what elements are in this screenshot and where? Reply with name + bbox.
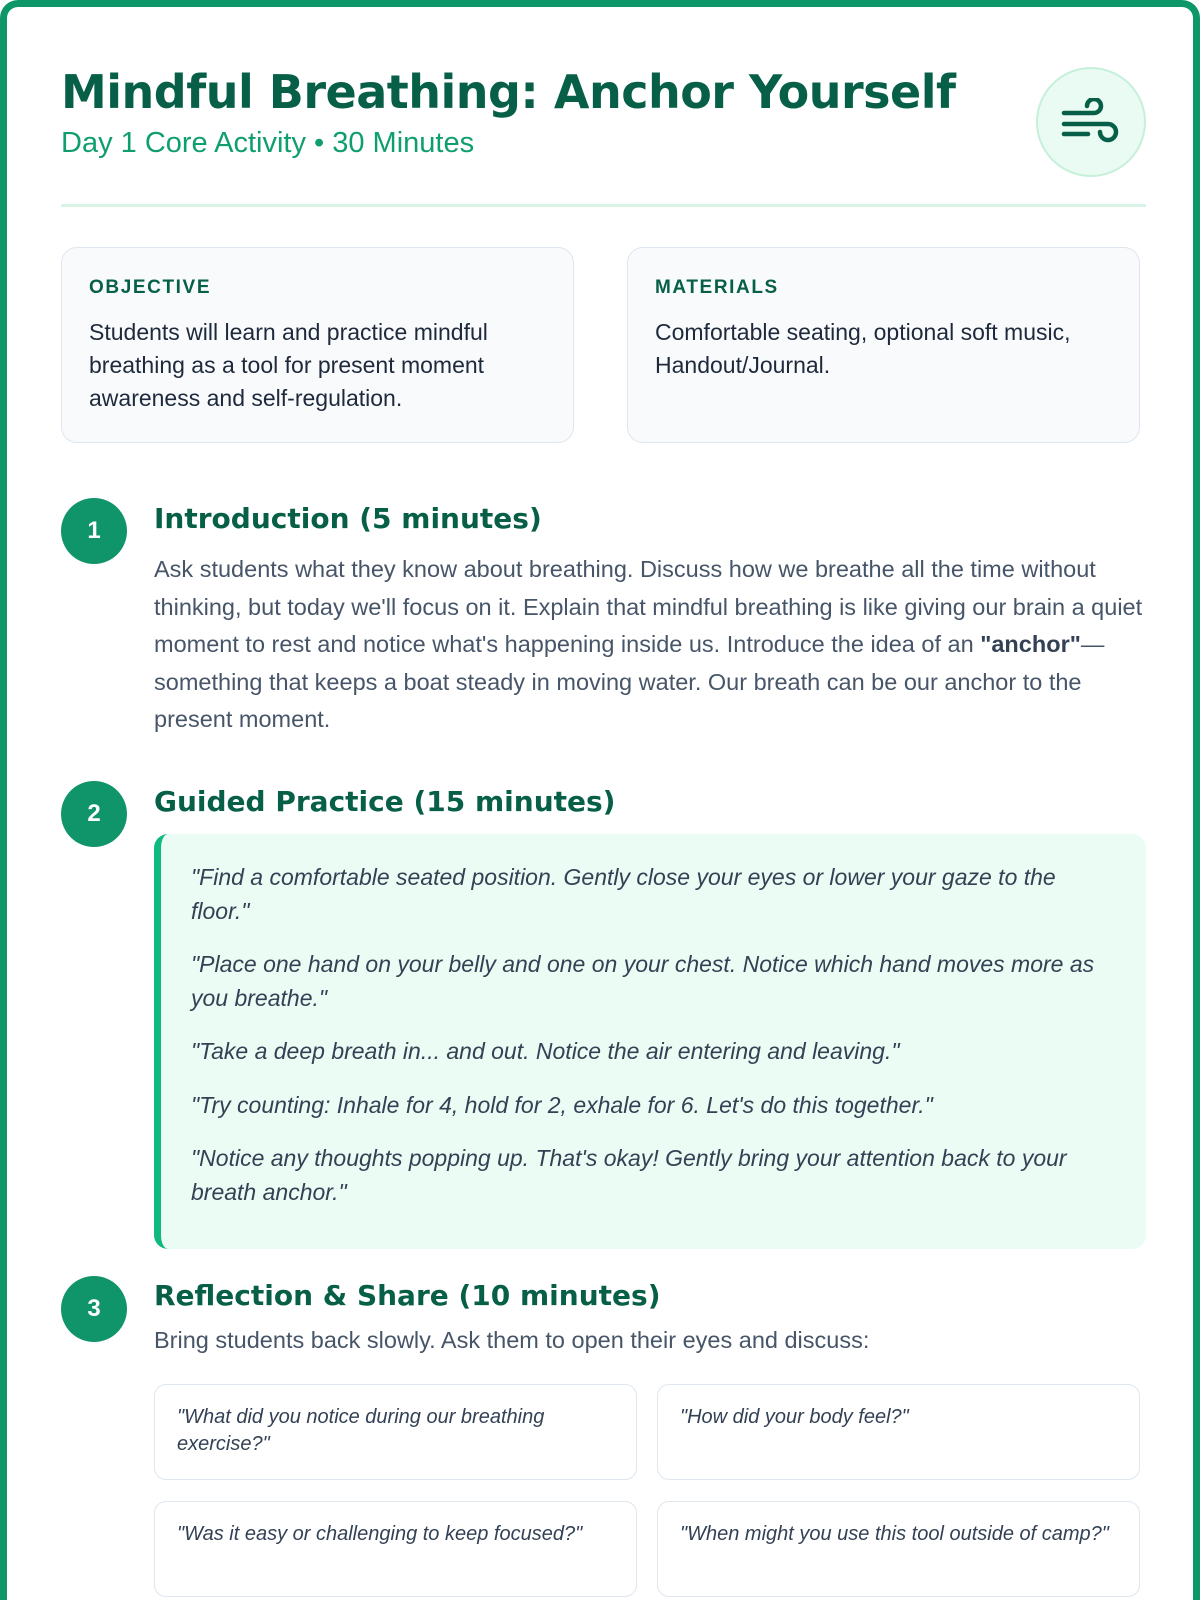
materials-text: Comfortable seating, optional soft music, Handout/Journal. xyxy=(655,319,1071,378)
materials-card xyxy=(627,247,1140,443)
reflection-questions xyxy=(154,1384,1146,1598)
wind-icon xyxy=(1036,67,1146,177)
objective-text: Students will learn and practice mindful breathing as a tool for present moment awareness and self-regulation. xyxy=(89,319,488,411)
step-1-badge: 1 xyxy=(61,498,127,564)
script-quote: "Try counting: Inhale for 4, hold for 2, exhale for 6. Let's do this together." xyxy=(191,1091,933,1118)
question-card: "When might you use this tool outside of camp?" xyxy=(657,1501,1140,1597)
anchor-emphasis: "anchor" xyxy=(980,631,1081,658)
info-cards xyxy=(61,247,1146,443)
script-quote: "Notice any thoughts popping up. That's okay! Gently bring your attention back to your breath anchor." xyxy=(191,1145,1067,1205)
script-quote: "Find a comfortable seated position. Gently close your eyes or lower your gaze to the floor." xyxy=(191,864,1056,924)
objective-card xyxy=(61,247,574,443)
step-1-text xyxy=(154,551,1146,739)
question-card: "What did you notice during our breathing exercise?" xyxy=(154,1384,637,1480)
step-3-section xyxy=(154,1278,1146,1598)
page-title: Mindful Breathing: Anchor Yourself xyxy=(61,65,956,119)
step-1-title: Introduction (5 minutes) xyxy=(154,502,542,535)
page-header xyxy=(61,62,1146,207)
script-quote: "Place one hand on your belly and one on your chest. Notice which hand moves more as you breathe." xyxy=(191,951,1095,1011)
step-1-text-before: Ask students what they know about breathing. Discuss how we breathe all the time without thinking, but today we'll focus on it. Explain that mindful breathing is like giving our brain a quiet moment to rest and notice what's happening inside us. Introduce the idea of an xyxy=(154,556,1143,658)
header-divider xyxy=(61,204,1146,207)
guided-script-box xyxy=(154,834,1146,1249)
objective-label: OBJECTIVE xyxy=(89,277,212,298)
step-2-badge: 2 xyxy=(61,781,127,847)
question-card: "Was it easy or challenging to keep focused?" xyxy=(154,1501,637,1597)
step-2-section xyxy=(154,784,1146,1249)
step-3-title: Reflection & Share (10 minutes) xyxy=(154,1279,661,1312)
materials-label: MATERIALS xyxy=(655,277,779,298)
step-3-intro: Bring students back slowly. Ask them to open their eyes and discuss: xyxy=(154,1327,870,1353)
question-card: "How did your body feel?" xyxy=(657,1384,1140,1480)
step-1-section xyxy=(154,501,1146,739)
step-2-title: Guided Practice (15 minutes) xyxy=(154,785,616,818)
page-subtitle: Day 1 Core Activity • 30 Minutes xyxy=(61,127,475,159)
step-1-text-after: —something that keeps a boat steady in moving water. Our breath can be our anchor to the present moment. xyxy=(154,631,1105,733)
step-3-badge: 3 xyxy=(61,1276,127,1342)
script-quote: "Take a deep breath in... and out. Notice the air entering and leaving." xyxy=(191,1038,900,1064)
